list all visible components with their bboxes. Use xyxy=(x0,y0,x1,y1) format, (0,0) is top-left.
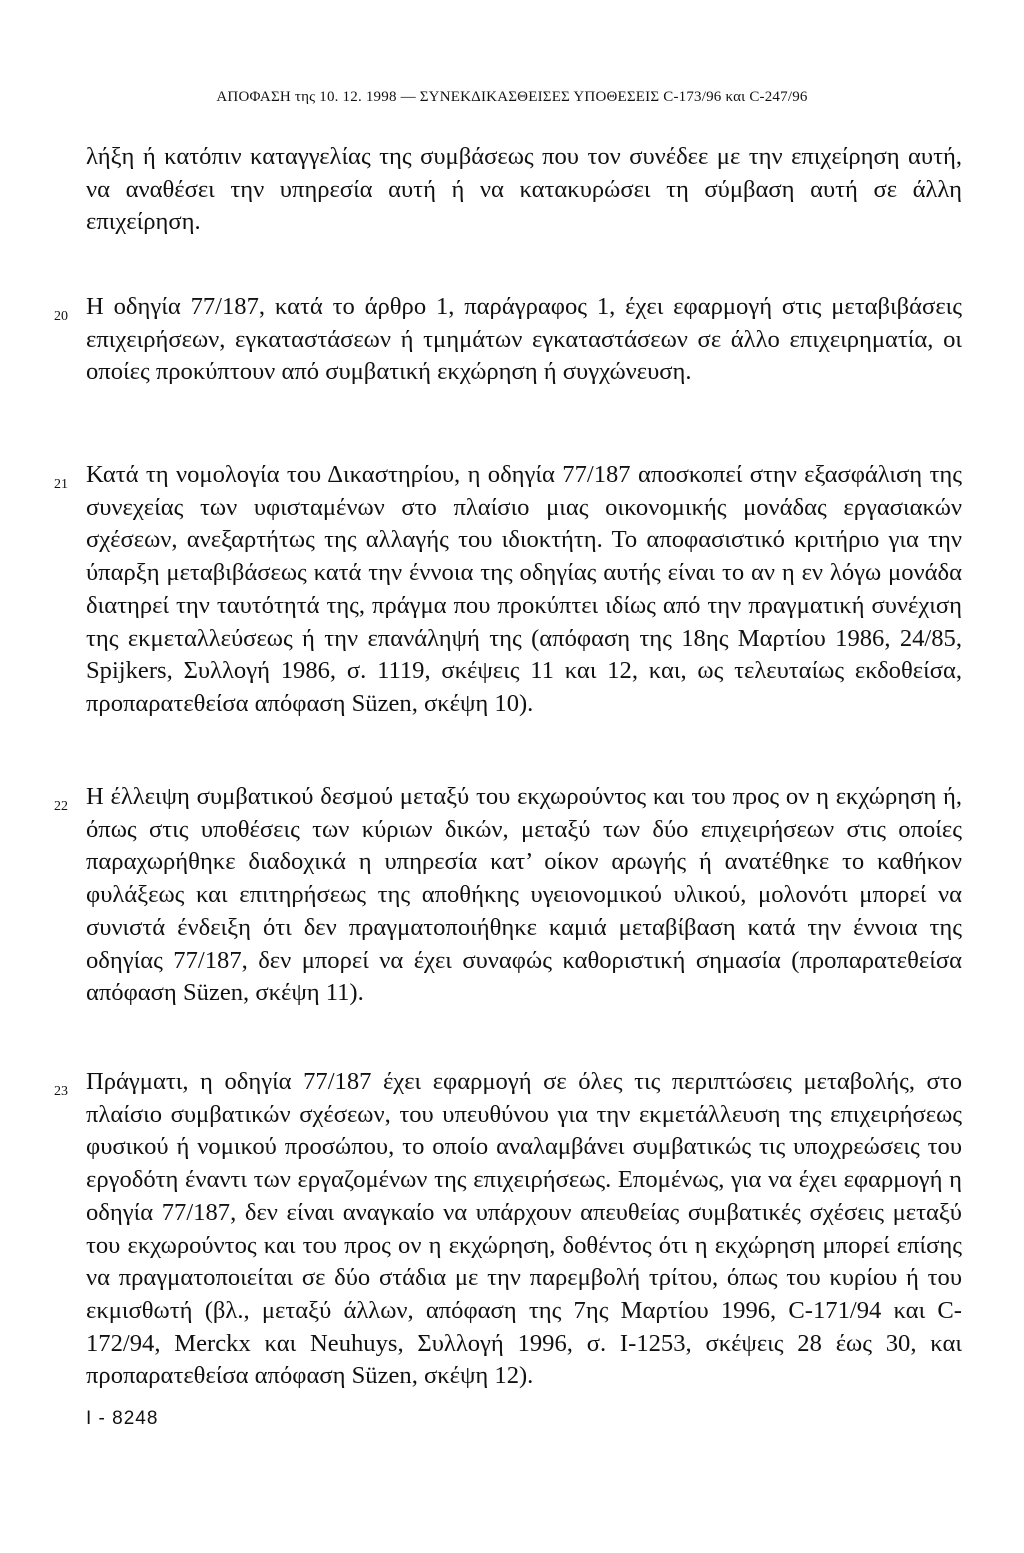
paragraph-number-22: 22 xyxy=(54,799,68,814)
paragraph-20: Η οδηγία 77/187, κατά το άρθρο 1, παράγραφος 1, έχει εφαρμογή στις μεταβιβάσεις επιχειρήσεων, εγκαταστάσεων ή τμημάτων εγκαταστάσεων σε άλλο επιχειρηματία, οι οποίες προκύπτουν από συμβατική εκχώρηση ή συγχώνευση. xyxy=(86,293,962,386)
paragraph-number-20: 20 xyxy=(54,309,68,324)
paragraph-number-21: 21 xyxy=(54,477,68,492)
paragraph-continuation: λήξη ή κατόπιν καταγγελίας της συμβάσεως που τον συνέδεε με την επιχείρηση αυτή, να αναθέσει την υπηρεσία αυτή ή να κατακυρώσει τη σύμβαση αυτή σε άλλη επιχείρηση. xyxy=(86,143,962,236)
paragraph-22: Η έλλειψη συμβατικού δεσμού μεταξύ του εκχωρούντος και του προς ον η εκχώρηση ή, όπως στις υποθέσεις των κύριων δικών, μεταξύ των δύο επιχειρήσεων στις οποίες παραχωρήθηκε διαδοχικά η υπηρεσία κατ’ οίκον αρωγής ή ανατέθηκε το καθήκον φυλάξεως και επιτηρήσεως της αποθήκης υγειονομικού υλικού, μολονότι μπορεί να συνιστά ένδειξη ότι δεν πραγματοποιήθηκε καμιά μεταβίβαση κατά την έννοια της οδηγίας 77/187, δεν μπορεί να έχει συναφώς καθοριστική σημασία (προπαρατεθείσα απόφαση Süzen, σκέψη 11). xyxy=(86,783,962,1007)
paragraph-21: Κατά τη νομολογία του Δικαστηρίου, η οδηγία 77/187 αποσκοπεί στην εξασφάλιση της συνεχείας των υφισταμένων στο πλαίσιο μιας οικονομικής μονάδας εργασιακών σχέσεων, ανεξαρτήτως της αλλαγής του ιδιοκτήτη. Το αποφασιστικό κριτήριο για την ύπαρξη μεταβιβάσεως κατά την έννοια της οδηγίας αυτής είναι το αν η εν λόγω μονάδα διατηρεί την ταυτότητά της, πράγμα που προκύπτει ιδίως από την πραγματική συνέχιση της εκμεταλλεύσεως ή την επανάληψή της (απόφαση της 18ης Μαρτίου 1986, 24/85, Spijkers, Συλλογή 1986, σ. 1119, σκέψεις 11 και 12, και, ως τελευταίως εκδοθείσα, προπαρατεθείσα απόφαση Süzen, σκέψη 10). xyxy=(86,461,962,717)
paragraph-number-23: 23 xyxy=(54,1084,68,1099)
page-number: I - 8248 xyxy=(86,1408,159,1429)
paragraph-23: Πράγματι, η οδηγία 77/187 έχει εφαρμογή σε όλες τις περιπτώσεις μεταβολής, στο πλαίσιο συμβατικών σχέσεων, του υπευθύνου για την εκμετάλλευση της επιχειρήσεως φυσικού ή νομικού προσώπου, το οποίο αναλαμβάνει συμβατικώς τις υποχρεώσεις του εργοδότη έναντι των εργαζομένων της επιχειρήσεως. Επομένως, για να έχει εφαρμογή η οδηγία 77/187, δεν είναι αναγκαίο να υπάρχουν απευθείας συμβατικές σχέσεις μεταξύ του εκχωρούντος και του προς ον η εκχώρηση, δοθέντος ότι η εκχώρηση μπορεί επίσης να πραγματοποιείται σε δύο στάδια με την παρεμβολή τρίτου, όπως του κυρίου ή του εκμισθωτή (βλ., μεταξύ άλλων, απόφαση της 7ης Μαρτίου 1996, C-171/94 και C-172/94, Merckx και Neuhuys, Συλλογή 1996, σ. I-1253, σκέψεις 28 έως 30, και προπαρατεθείσα απόφαση Süzen, σκέψη 12). xyxy=(86,1068,962,1390)
running-header: ΑΠΟΦΑΣΗ της 10. 12. 1998 — ΣΥΝΕΚΔΙΚΑΣΘΕΙΣΕΣ ΥΠΟΘΕΣΕΙΣ C-173/96 και C-247/96 xyxy=(216,89,808,105)
